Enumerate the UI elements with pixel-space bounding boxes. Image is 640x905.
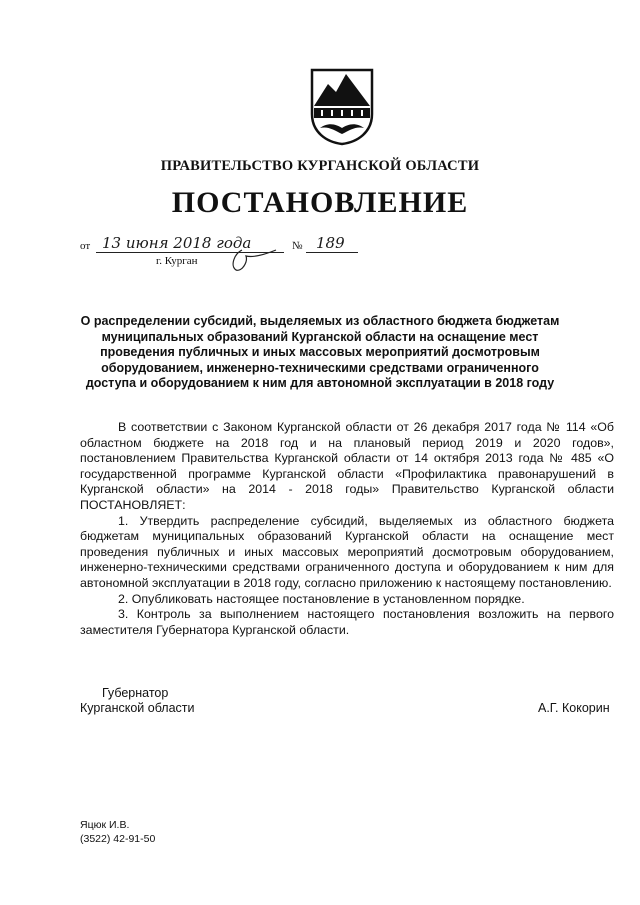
- signatory-position-line1: Губернатор: [102, 686, 169, 700]
- document-type-title: ПОСТАНОВЛЕНИЕ: [171, 186, 469, 219]
- list-item: 3. Контроль за выполнением настоящего постановления возложить на первого заместителя Губернатора Курганской области.: [80, 607, 614, 637]
- list-item: 2. Опубликовать настоящее постановление в установленном порядке.: [118, 591, 525, 606]
- city-label: г. Курган: [156, 255, 198, 267]
- signatory-position-line2: Курганской области: [80, 701, 195, 715]
- date-value: 13 июня 2018 года: [102, 234, 252, 252]
- number-underline: [306, 252, 358, 253]
- resolution-body: [80, 420, 614, 638]
- date-prefix: от: [80, 240, 91, 252]
- signatory-name: А.Г. Кокорин: [538, 701, 610, 715]
- resolution-heading: О распределении субсидий, выделяемых из областного бюджета бюджетам муниципальных образований Курганской области на оснащение мест проведения публичных и иных массовых мероприятий досмотровым оборудованием, инженерно-техническими средствами ограниченного доступа и оборудованием к ним для автономной эксплуатации в 2018 году: [80, 314, 560, 390]
- handwritten-signature-mark: [224, 246, 278, 274]
- contact-phone: (3522) 42-91-50: [80, 833, 156, 845]
- contact-person: Яцюк И.В.: [80, 819, 130, 831]
- number-value: 189: [316, 234, 345, 252]
- list-item: 1. Утвердить распределение субсидий, выделяемых из областного бюджета бюджетам муниципальных образований Курганской области на оснащение мест проведения публичных и иных массовых мероприятий досмотровым оборудованием, инженерно-техническими средствами ограниченного доступа и оборудованием к ним для автономной эксплуатации в 2018 году, согласно приложению к настоящему постановлению.: [80, 513, 614, 590]
- coat-of-arms-emblem: [306, 66, 378, 146]
- government-name: ПРАВИТЕЛЬСТВО КУРГАНСКОЙ ОБЛАСТИ: [160, 158, 480, 174]
- number-prefix: №: [292, 240, 303, 252]
- preamble-paragraph: В соответствии с Законом Курганской области от 26 декабря 2017 года № 114 «Об областном бюджете на 2018 год и на плановый период 2019 и 2020 годов», постановлением Правительства Курганской области от 14 октября 2013 года № 485 «О государственной программе Курганской области «Профилактика правонарушений в Курганской области» на 2014 - 2018 годы» Правительство Курганской области ПОСТАНОВЛЯЕТ:: [80, 420, 614, 512]
